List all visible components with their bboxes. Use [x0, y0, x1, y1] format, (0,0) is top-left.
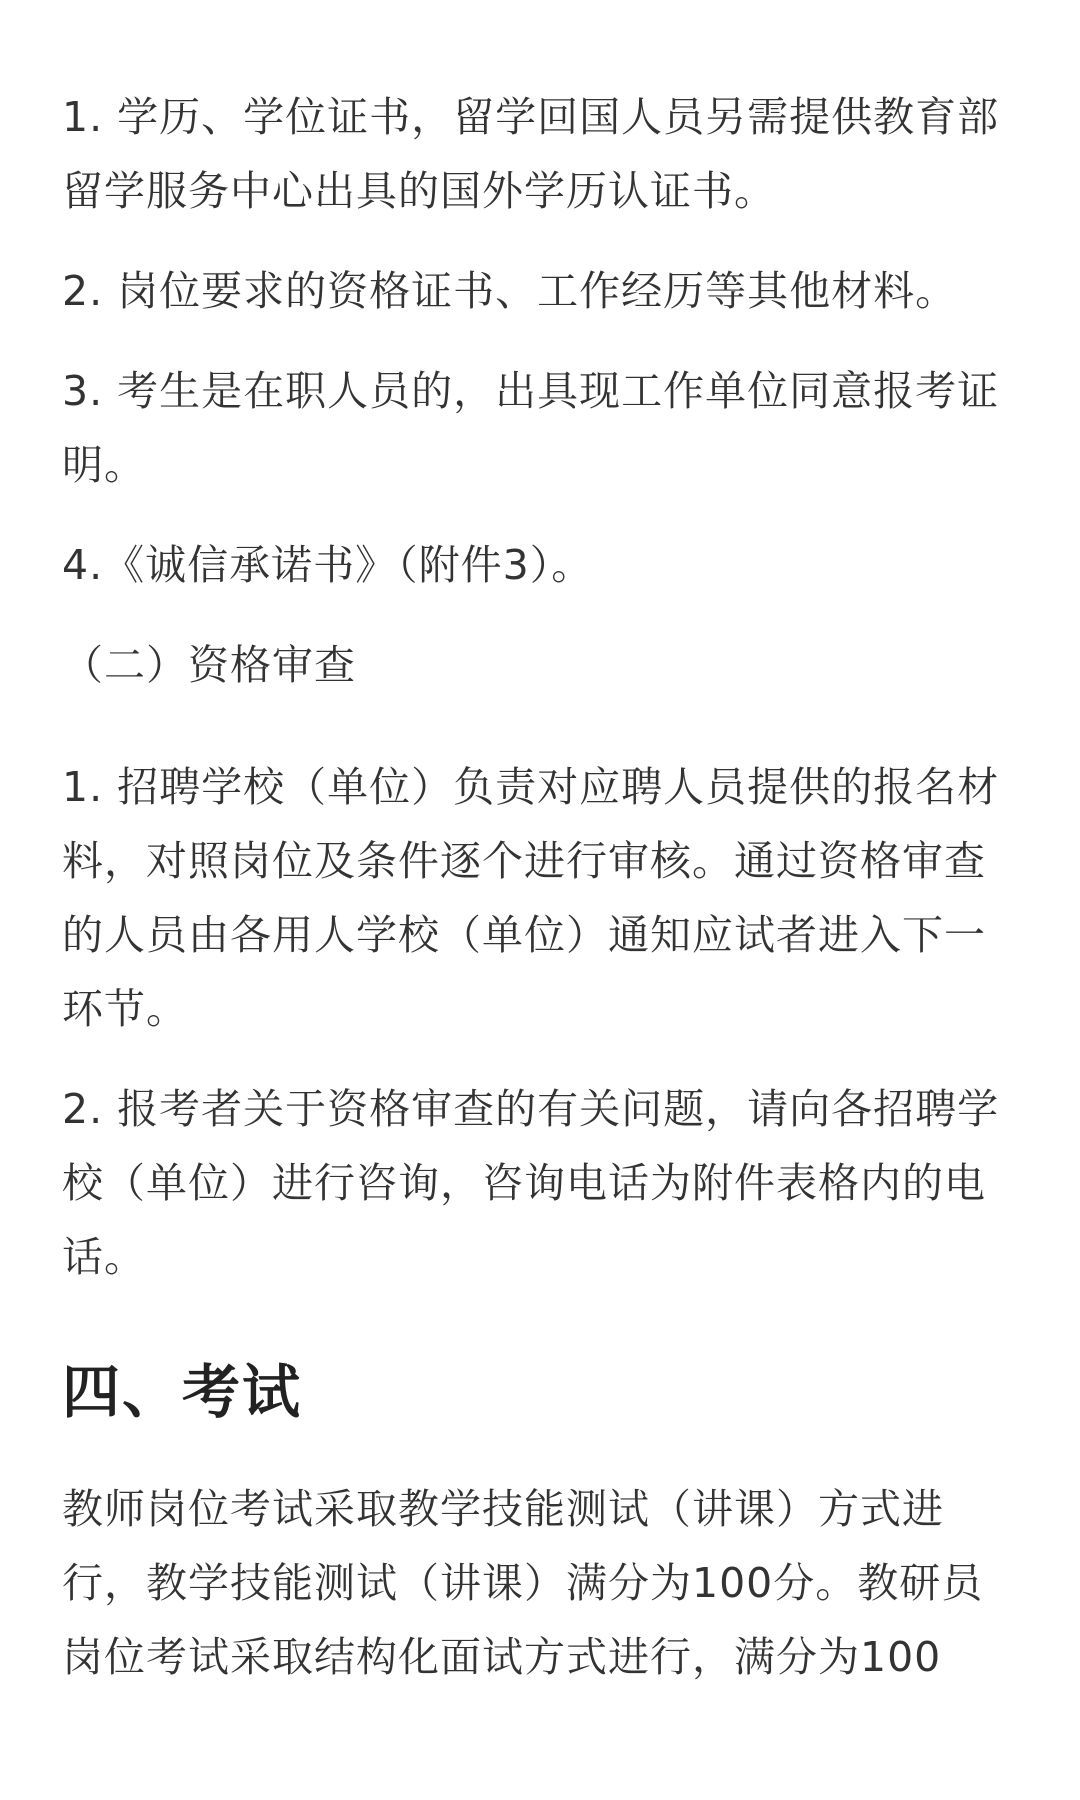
paragraph-review-inquiry: 2. 报考者关于资格审查的有关问题，请向各招聘学校（单位）进行咨询，咨询电话为附件表格内的电话。	[62, 1085, 1000, 1281]
section-heading-exam: 四、考试	[62, 1358, 303, 1426]
paragraph-exam-method: 教师岗位考试采取教学技能测试（讲课）方式进行，教学技能测试（讲课）满分为100分。教研员岗位考试采取结构化面试方式进行，满分为100	[62, 1485, 984, 1681]
paragraph-integrity-pledge: 4.《诚信承诺书》（附件3）。	[62, 541, 594, 589]
paragraph-review-process: 1. 招聘学校（单位）负责对应聘人员提供的报名材料，对照岗位及条件逐个进行审核。通过资格审查的人员由各用人学校（单位）通知应试者进入下一环节。	[62, 763, 1000, 1033]
paragraph-qualification-certificates: 2. 岗位要求的资格证书、工作经历等其他材料。	[62, 267, 958, 315]
subheading-qualification-review: （二）资格审查	[62, 641, 356, 689]
paragraph-diploma-certificates: 1. 学历、学位证书，留学回国人员另需提供教育部留学服务中心出具的国外学历认证书。	[62, 93, 1000, 215]
paragraph-employer-consent: 3. 考生是在职人员的，出具现工作单位同意报考证明。	[62, 367, 1000, 489]
